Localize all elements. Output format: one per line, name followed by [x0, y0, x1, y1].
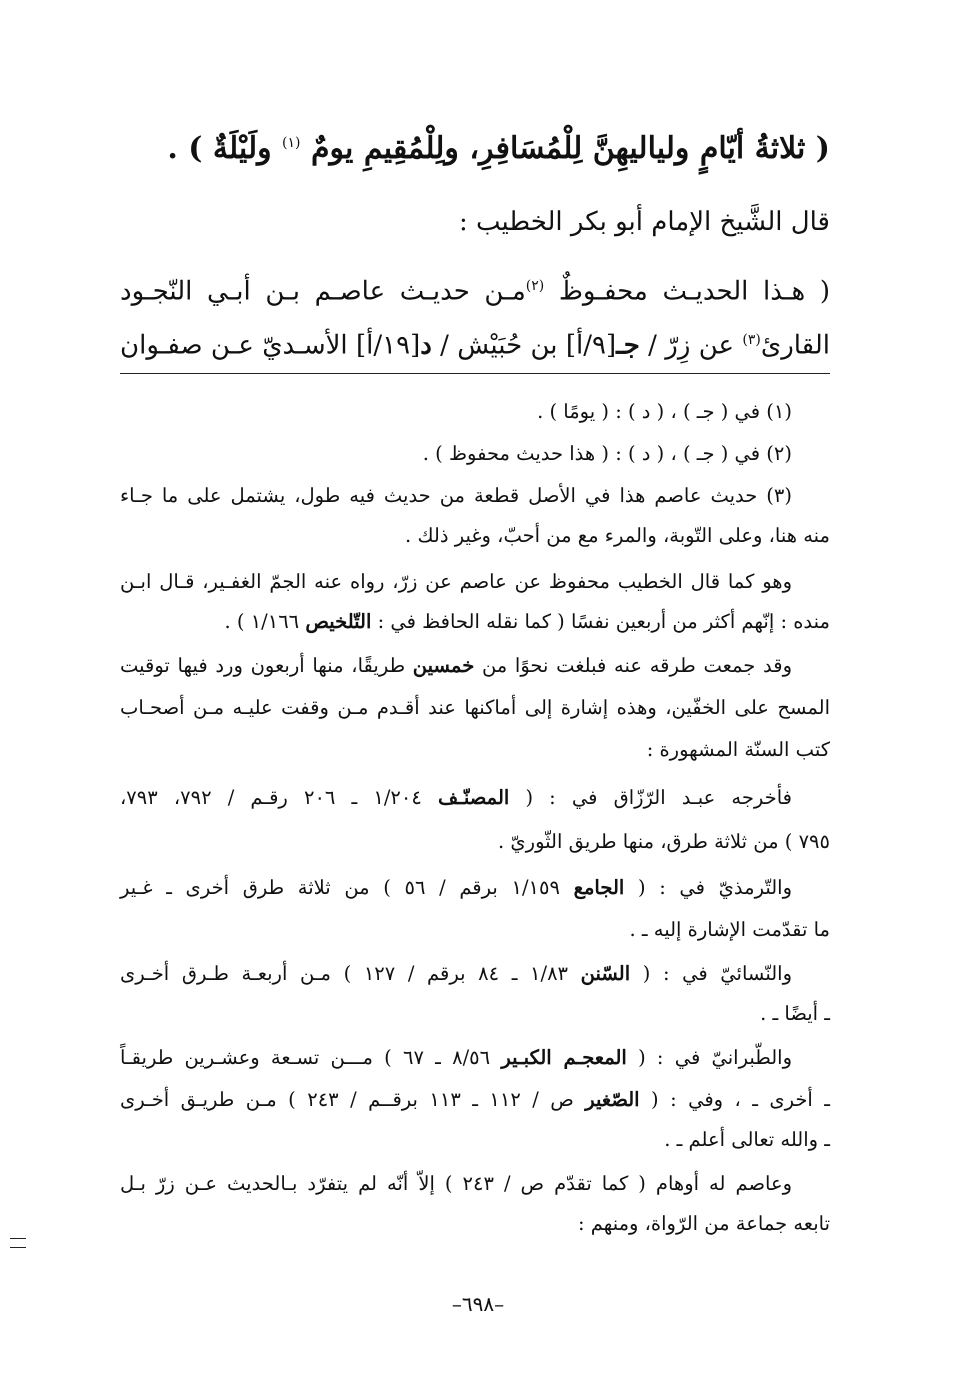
note-para-5-line-2: ـ أيضًا ـ .	[760, 1002, 830, 1025]
note-para-6-line-3: ـ والله تعالى أعلم ـ .	[664, 1128, 830, 1151]
footnote-separator	[120, 373, 830, 374]
footnote-ref-3: (٣)	[742, 332, 761, 348]
footnote-1: (١) في ( جـ ) ، ( د ) : ( يومًا ) .	[537, 400, 792, 423]
note-para-4-line-2: ما تقدّمت الإشارة إليه ـ .	[629, 918, 830, 941]
note-para-1-line-1: وهو كما قال الخطيب محفوظ عن عاصم عن زرّ، رواه عنه الجمّ الغفـير، قـال ابـن	[120, 570, 792, 593]
body-line-1: قال الشَّيخ الإمام أبو بكر الخطيب :	[458, 207, 830, 237]
note-para-3-line-1: فأخرجه عبـد الرّزّاق في : ( المصنّـف ١/٢٠٤ ـ ٢٠٦ رقـم / ٧٩٢، ٧٩٣،	[120, 786, 792, 809]
note-para-7-line-2: تابعه جماعة من الرّواة، ومنهم :	[577, 1212, 830, 1235]
footnote-ref-1: (١)	[282, 135, 301, 151]
footnote-2: (٢) في ( جـ ) ، ( د ) : ( هذا حديث محفوظ ) .	[422, 442, 792, 465]
note-para-3-line-2: ٧٩٥ ) من ثلاثة طرق، منها طريق الثّوريّ .	[498, 830, 830, 853]
note-para-5-line-1: والنّسائيّ في : ( السّنن ١/٨٣ ـ ٨٤ برقم / ١٢٧ ) مـن أربعـة طـرق أخـرى	[120, 962, 792, 985]
footnote-3-line-2: منه هنا، وعلى التّوبة، والمرء مع من أحبّ، وغير ذلك .	[405, 524, 830, 547]
note-para-6-line-2: ـ أخرى ـ ، وفي : ( الصّغير ص / ١١٢ ـ ١١٣ برقــم / ٢٤٣ ) مـن طريـق أخـرى	[120, 1088, 830, 1111]
note-para-7-line-1: وعاصم له أوهام ( كما تقدّم ص / ٢٤٣ ) إلاّ أنّه لم يتفرّد بـالحديث عـن زرّ بـل	[120, 1172, 793, 1195]
hadith-text: ( ثلاثةُ أيّامٍ ولياليهِنَّ لِلْمُسَافِرِ، ولِلْمُقِيمِ يومٌ $^{(١)}$ ولَيْلَةٌ ) .	[167, 131, 830, 166]
body-line-3: القارئ$^{(٣)}$ عن زِرّ / جـ[٩/أ] بن حُبَيْش / د[١٩/أ] الأسـديّ عـن صفـوان	[120, 330, 830, 361]
note-para-4-line-1: والتّرمذيّ في : ( الجامع ١/١٥٩ برقم / ٥٦ ) من ثلاثة طرق أخرى ـ غـير	[120, 876, 793, 899]
footnote-3-line-1: (٣) حديث عاصم هذا في الأصل قطعة من حديث فيه طول، يشتمل على ما جـاء	[120, 484, 792, 507]
manuscript-siglum-jim: جـ	[616, 330, 640, 361]
note-para-2-line-2: المسح على الخفّين، وهذه إشارة إلى أماكنها عند أقـدم مـن وقفت عليـه مـن أصحـاب	[120, 696, 830, 719]
continuation-mark	[10, 1238, 26, 1248]
note-para-2-line-3: كتب السنّة المشهورة :	[646, 738, 830, 761]
note-para-2-line-1: وقد جمعت طرقه عنه فبلغت نحوًا من خمسين طريقًا، منها أربعون ورد فيها توقيت	[120, 654, 792, 677]
note-para-1-line-2: منده : إنّهم أكثر من أربعين نفسًا ( كما نقله الحافظ في : التّلخيص ١/١٦٦ ) .	[224, 610, 830, 633]
note-para-6-line-1: والطّبرانيّ في : ( المعجـم الكبـير ٨/٥٦ ـ ٦٧ ) مـــن تسـعة وعشـرين طريقـاً	[120, 1046, 793, 1069]
page-number: –٦٩٨–	[451, 1292, 505, 1316]
body-line-2: ( هـذا الحديـث محفـوظٌ $^{(٢)}$مـن حديـث عاصـم بـن أبـي النّجـود	[120, 276, 830, 307]
page	[120, 0, 830, 1388]
manuscript-siglum-dal: د	[420, 330, 432, 361]
footnote-ref-2: (٢)	[525, 278, 545, 294]
